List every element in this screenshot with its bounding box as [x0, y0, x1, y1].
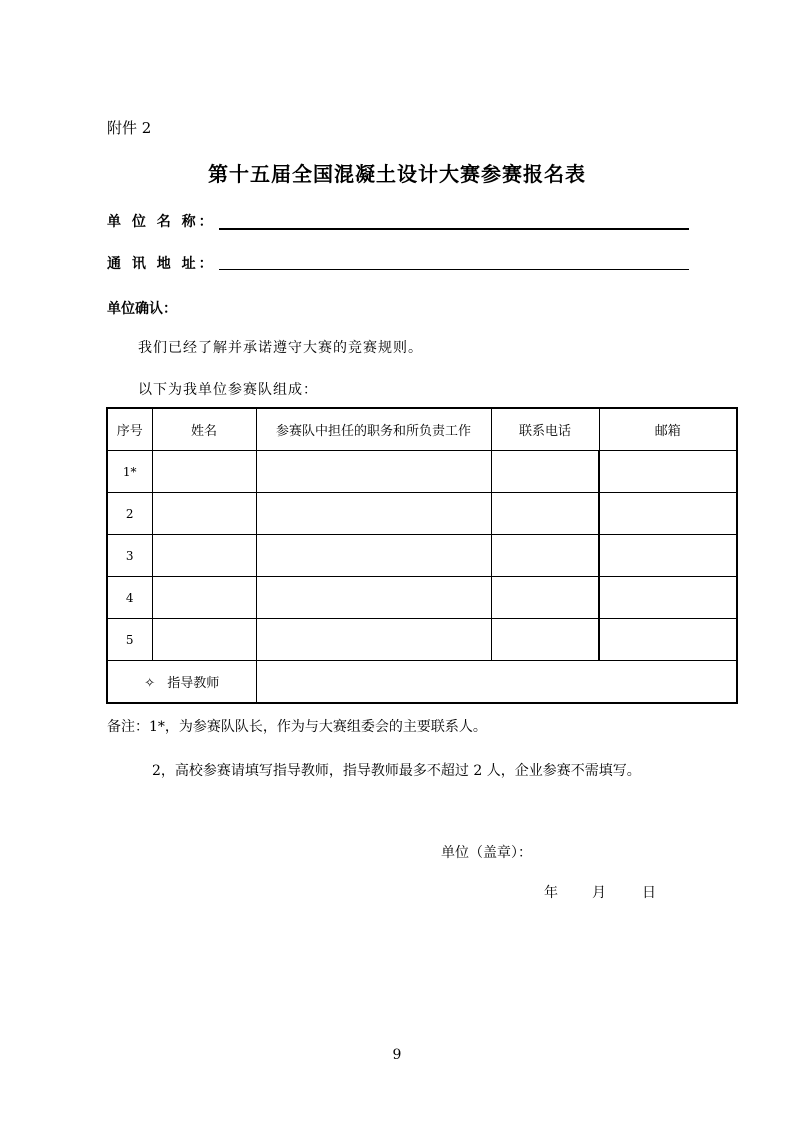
- cell-role[interactable]: [256, 577, 491, 619]
- cell-role[interactable]: [256, 451, 491, 493]
- team-intro-paragraph: 以下为我单位参赛队组成：: [138, 382, 318, 398]
- table-row: [107, 619, 737, 661]
- rules-paragraph: 我们已经了解并承诺遵守大赛的竞赛规则。: [138, 340, 423, 356]
- cell-email[interactable]: [599, 535, 737, 577]
- table-row: [107, 535, 737, 577]
- cell-email[interactable]: [599, 577, 737, 619]
- address-label: 通 讯 地 址：: [107, 256, 216, 272]
- table-row: [107, 493, 737, 535]
- row-index: 5: [107, 619, 152, 661]
- cell-role[interactable]: [256, 535, 491, 577]
- cell-name[interactable]: [152, 577, 256, 619]
- note-2: 2，高校参赛请填写指导教师，指导教师最多不超过 2 人，企业参赛不需填写。: [152, 763, 641, 779]
- year-label: 年: [544, 885, 558, 901]
- day-label: 日: [642, 885, 656, 901]
- date-line: [544, 882, 656, 902]
- cell-email[interactable]: [599, 619, 737, 661]
- cell-phone[interactable]: [491, 535, 599, 577]
- unit-name-label: 单 位 名 称：: [107, 214, 216, 230]
- header-role: 参赛队中担任的职务和所负责工作: [256, 408, 491, 451]
- table-row: [107, 577, 737, 619]
- unit-name-input-line[interactable]: [219, 228, 689, 230]
- header-name: 姓名: [152, 408, 256, 451]
- cell-name[interactable]: [152, 493, 256, 535]
- header-phone: 联系电话: [491, 408, 599, 451]
- cell-name[interactable]: [152, 535, 256, 577]
- advisor-input-cell[interactable]: [256, 661, 737, 704]
- row-index: 1*: [107, 451, 152, 493]
- cell-phone[interactable]: [491, 451, 599, 493]
- row-index: 4: [107, 577, 152, 619]
- table-header-row: [107, 408, 737, 451]
- header-email: 邮箱: [599, 408, 737, 451]
- sparkle-icon: ✧: [144, 676, 156, 691]
- advisor-label-cell: [107, 661, 256, 704]
- cell-role[interactable]: [256, 619, 491, 661]
- advisor-label: 指导教师: [167, 676, 220, 691]
- note-1: 备注：1*，为参赛队队长，作为与大赛组委会的主要联系人。: [107, 719, 487, 735]
- cell-phone[interactable]: [491, 619, 599, 661]
- cell-name[interactable]: [152, 451, 256, 493]
- header-index: 序号: [107, 408, 152, 451]
- registration-table: [106, 407, 738, 704]
- cell-role[interactable]: [256, 493, 491, 535]
- page-title: 第十五届全国混凝土设计大赛参赛报名表: [208, 162, 586, 186]
- address-input-line[interactable]: [219, 269, 689, 270]
- month-label: 月: [592, 885, 606, 901]
- attachment-label: 附件 2: [107, 119, 152, 137]
- row-index: 3: [107, 535, 152, 577]
- stamp-label: 单位（盖章）：: [441, 845, 532, 861]
- page-number: 9: [392, 1047, 402, 1063]
- cell-phone[interactable]: [491, 577, 599, 619]
- cell-email[interactable]: [599, 493, 737, 535]
- row-index: 2: [107, 493, 152, 535]
- table-row: [107, 451, 737, 493]
- cell-phone[interactable]: [491, 493, 599, 535]
- advisor-row: [107, 661, 737, 704]
- unit-confirm-label: 单位确认：: [107, 301, 177, 317]
- cell-name[interactable]: [152, 619, 256, 661]
- cell-email[interactable]: [599, 451, 737, 493]
